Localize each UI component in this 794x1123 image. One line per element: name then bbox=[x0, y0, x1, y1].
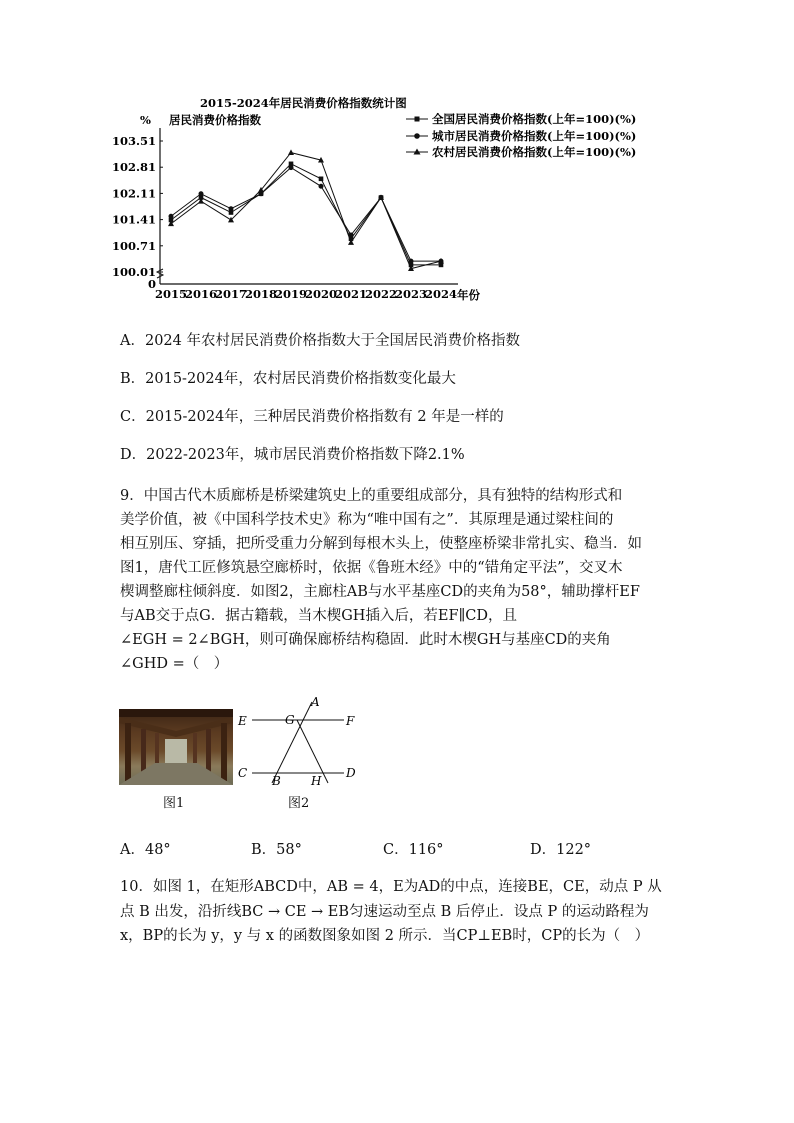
x-tick-label: 2019 bbox=[274, 287, 308, 301]
q9-text-line-3: 相互别压、穿插，把所受重力分解到每根木头上，使整座桥梁非常扎实、稳当．如 bbox=[120, 536, 642, 552]
x-tick-label: 2023 bbox=[394, 287, 428, 301]
fig2-geometry-diagram bbox=[230, 690, 370, 790]
axis-break-mark bbox=[157, 269, 163, 278]
q8-option-c: C．2015-2024年，三种居民消费价格指数有 2 年是一样的 bbox=[120, 409, 504, 425]
data-point-triangle bbox=[288, 149, 294, 155]
label-point-c: C bbox=[238, 766, 248, 780]
x-tick-label: 2018 bbox=[244, 287, 278, 301]
y-tick-label: 102.11 bbox=[111, 186, 156, 201]
data-point-square bbox=[319, 177, 324, 182]
circle-marker-icon bbox=[414, 133, 420, 139]
q10-text-line-3: x，BP的长为 y，y 与 x 的函数图象如图 2 所示．当CP⊥EB时，CP的长为（ ） bbox=[120, 928, 650, 944]
q8-option-b: B．2015-2024年，农村居民消费价格指数变化最大 bbox=[120, 371, 456, 387]
q8-option-a: A．2024 年农村居民消费价格指数大于全国居民消费价格指数 bbox=[120, 333, 520, 349]
x-tick-label: 2022 bbox=[364, 287, 398, 301]
label-point-e: E bbox=[238, 714, 247, 728]
square-marker-icon bbox=[415, 117, 420, 122]
series-line-1 bbox=[171, 168, 441, 262]
data-point-circle bbox=[409, 259, 414, 264]
q9-option-c: C．116° bbox=[383, 842, 444, 858]
label-point-f: F bbox=[346, 714, 355, 728]
x-tick-label: 2015 bbox=[154, 287, 188, 301]
fig2-caption: 图2 bbox=[288, 796, 310, 811]
fig1-caption: 图1 bbox=[163, 796, 185, 811]
covered-bridge-photo bbox=[119, 709, 233, 785]
legend-entry-national: 全国居民消费价格指数(上年=100)(%) bbox=[432, 112, 637, 126]
x-tick-label: 2017 bbox=[214, 287, 248, 301]
y-tick-label: 100.71 bbox=[111, 238, 156, 253]
x-tick-label: 2016 bbox=[184, 287, 218, 301]
x-axis-label: 年份 bbox=[457, 288, 480, 302]
legend-entry-rural: 农村居民消费价格指数(上年=100)(%) bbox=[432, 145, 637, 159]
q10-text-line-1: 10．如图 1，在矩形ABCD中，AB = 4，E为AD的中点，连接BE，CE，动点 P 从 bbox=[120, 879, 662, 895]
x-tick-label: 2021 bbox=[334, 287, 368, 301]
chart-legend bbox=[406, 112, 636, 159]
q9-option-d: D．122° bbox=[530, 842, 592, 858]
q9-option-a: A．48° bbox=[120, 842, 171, 858]
data-point-circle bbox=[289, 165, 294, 170]
series-line-2 bbox=[171, 153, 441, 269]
q9-text-line-8: ∠GHD =（ ） bbox=[120, 656, 229, 672]
legend-entry-urban: 城市居民消费价格指数(上年=100)(%) bbox=[432, 129, 637, 143]
y-tick-label: 102.81 bbox=[111, 160, 156, 175]
q9-text-line-6: 与AB交于点G．据古籍载，当木楔GH插入后，若EF∥CD，且 bbox=[120, 608, 517, 624]
data-point-circle bbox=[229, 206, 234, 211]
y-unit-label: % bbox=[140, 113, 151, 127]
y-tick-label: 0 bbox=[147, 277, 156, 291]
y-tick-label: 103.51 bbox=[111, 134, 156, 148]
chart-title: 2015-2024年居民消费价格指数统计图 bbox=[200, 96, 407, 110]
label-point-h: H bbox=[311, 774, 322, 788]
y-tick-label: 100.01 bbox=[111, 265, 156, 279]
series-lines bbox=[168, 149, 444, 271]
y-tick-labels bbox=[112, 134, 163, 291]
x-tick-label: 2020 bbox=[304, 287, 338, 301]
label-point-d: D bbox=[346, 766, 356, 780]
q9-text-line-5: 楔调整廊柱倾斜度．如图2，主廊柱AB与水平基座CD的夹角为58°，辅助撑杆EF bbox=[120, 584, 640, 600]
q9-text-line-7: ∠EGH = 2∠BGH，则可确保廊桥结构稳固．此时木楔GH与基座CD的夹角 bbox=[120, 632, 611, 648]
data-point-circle bbox=[319, 184, 324, 189]
cpi-line-chart bbox=[0, 0, 794, 310]
x-tick-label: 2024 bbox=[424, 287, 458, 301]
x-tick-labels bbox=[155, 287, 457, 301]
q9-text-line-4: 图1，唐代工匠修筑悬空廊桥时，依据《鲁班木经》中的“错角定平法”，交叉木 bbox=[120, 560, 623, 576]
q8-option-d: D．2022-2023年，城市居民消费价格指数下降2.1% bbox=[120, 447, 465, 463]
q9-text-line-1: 9．中国古代木质廊桥是桥梁建筑史上的重要组成部分，具有独特的结构形式和 bbox=[120, 488, 623, 504]
y-tick-label: 101.41 bbox=[111, 212, 156, 227]
data-point-circle bbox=[199, 191, 204, 196]
label-point-b: B bbox=[272, 774, 281, 788]
q9-option-b: B．58° bbox=[251, 842, 302, 858]
label-point-a: A bbox=[311, 695, 320, 709]
data-point-circle bbox=[169, 214, 174, 219]
label-point-g: G bbox=[285, 713, 295, 727]
y-axis-label: 居民消费价格指数 bbox=[169, 113, 261, 127]
series-line-0 bbox=[171, 164, 441, 265]
q10-text-line-2: 点 B 出发，沿折线BC → CE → EB匀速运动至点 B 后停止．设点 P 的运动路程为 bbox=[120, 904, 649, 920]
q9-text-line-2: 美学价值，被《中国科学技术史》称为“唯中国有之”．其原理是通过梁柱间的 bbox=[120, 512, 614, 528]
